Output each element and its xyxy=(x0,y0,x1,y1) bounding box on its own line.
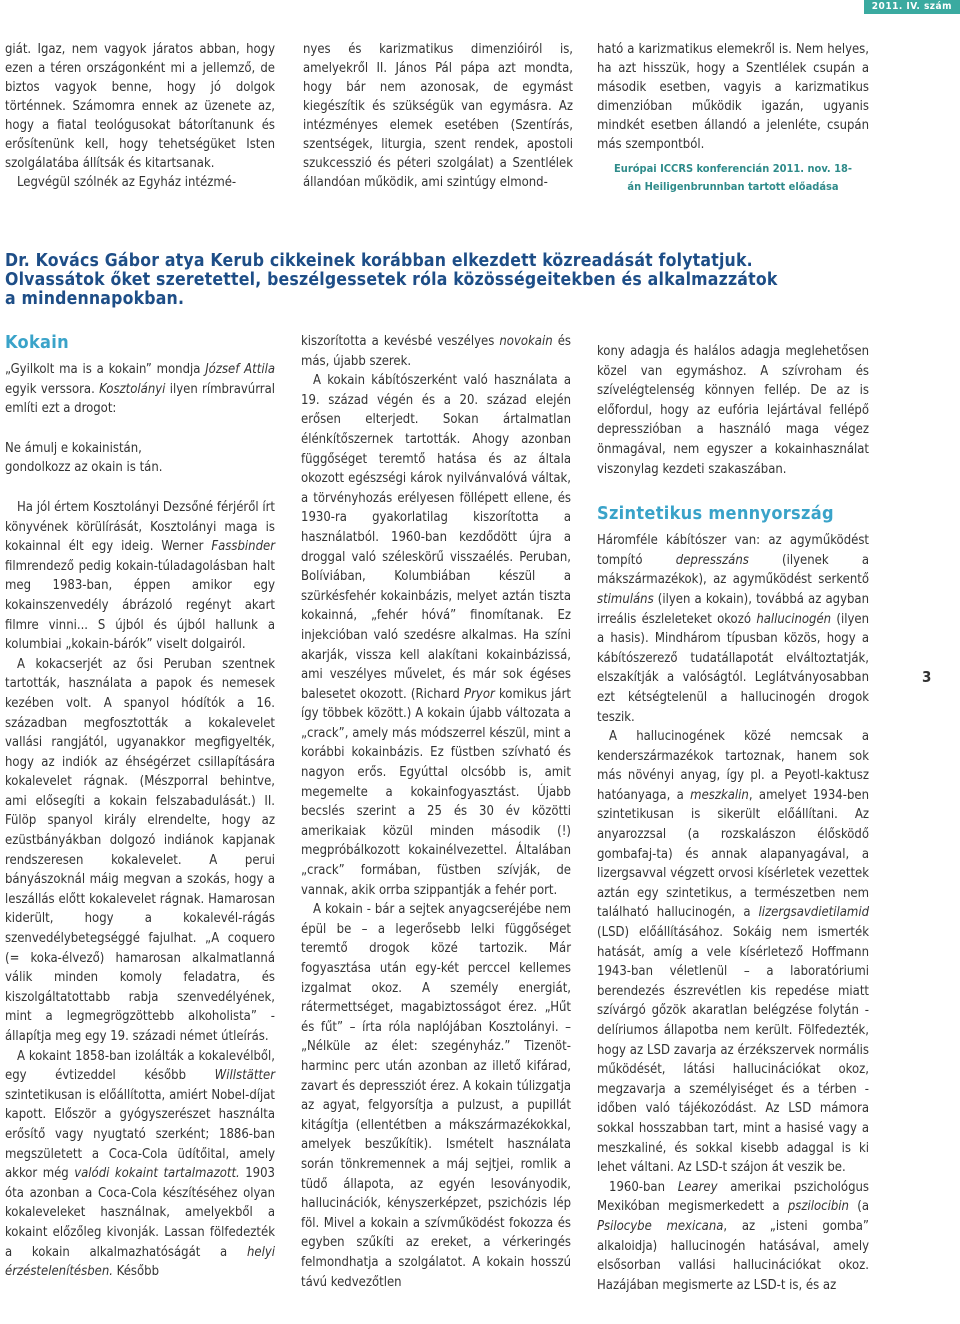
author-credit xyxy=(597,160,869,196)
top-column-3 xyxy=(597,40,869,196)
paragraph: nyes és karizmatikus dimenzióiról is, amelyekről II. János Pál pápa azt mondta, hogy bár nem azonosak, de egymást kiegészítik és szükségük van egymásra. Az intézményes elemek esetében (Szentírás, szentségek, liturgia, szent rendek, apostoli szukcesszió és péteri szolgálat) a Szentlélek állandóan működik, ami szintúgy elmond- xyxy=(303,42,573,190)
paragraph: Ha jól értem Kosztolányi Dezsőné férjéről írt könyvének körülírását, Kosztolányi maga is kokainnal élt egy ideig. Werner Fassbinder filmrendező pedig kokain-túladagolásban halt meg 1983-ban, éppen amikor egy kokainszenvedély ábrázoló regényt akart filmre vinni... S újból és újból hallunk a kolumbiai „kokain-bárók” viselt dolgairól. xyxy=(5,499,275,653)
issue-tag: 2011. IV. szám xyxy=(864,0,960,14)
page-number: 3 xyxy=(922,668,932,686)
article-column-1 xyxy=(5,332,275,1282)
section-title-szintetikus: Szintetikus mennyország xyxy=(597,503,834,525)
top-column-2 xyxy=(303,40,573,192)
paragraph: A kokain - bár a sejtek anyagcseréjébe nem épül be – a legerősebb lelki függőséget teremtő drogok közé tartozik. Már fogyasztása után egy-két perccel kellemes izgalmat okoz. A személy energiát, rátermettséget, magabiztosságot érez. „Hűt és fűt” – írta róla naplójában Kosztolányi. – „Nélküle az élet: szegényház.” Tizenöt-harminc perc után azonban az illető kifárad, zavart és depressziót érez. A kokain túlizgatja az agyat, felgyorsítja a pulzust, a pupillát kitágítja (ellentétben a mákszármazékokkal, amelyek beszűkítik). Ismételt használata során tönkremennek a máj sejtjei, romlik a tüdő állapota, az egyén lesoványodik, hallucinációk, kényszerképzet, pszichózis lép föl. Mivel a kokain a szívműködést fokozza és egyben szűkíti az ereket, a vérkeringés felmondhatja a szolgálatot. A kokain hosszú távú kedvezőtlen xyxy=(301,902,571,1290)
paragraph: ható a karizmatikus elemekről is. Nem helyes, ha azt hisszük, hogy a Szentlélek csupán a második esetben, vagyis a karizmatikus dimenzióban működik igazán, ugyanis mindkét esetben állandó a jelenléte, csupán más szempontból. xyxy=(597,42,869,152)
paragraph: A hallucinogének közé nemcsak a kenderszármazékok tartoznak, hanem sok más növényi anyag, így pl. a Peyotl-kaktusz hatóanyaga, a meszkalin, amelyet 1934-ben szintetikusan is sikerült előállítani. Az anyarozzsal (a rozskalászon élősködő gombafaj-ta) és annak alapanyagával, a lizergsavval végzett orvosi kísérletek vezettek aztán egy szintetikus, a természetben nem található hallucinogén, a lizergsavdietilamid (LSD) előállításához. Sokáig nem ismerték hatását, amíg a vele kísérletező Hoffmann 1943-ban véletlenül – a laboratóriumi berendezés észrevétlen kis repedése miatt szívárgó gőzök akaratlan belégzése folytán - delíriumos állapotba nem került. Fölfedezték, hogy az LSD zavarja az érzékszervek normális működését, látási hallucinációkat okoz, megzavarja a személyiséget és a térben - időben való tájékozódást. Az LSD mámora sokkal hosszabban tart, mint a hasisé vagy a meszkaliné, és sokkal kisebb adaggal is ki lehet váltani. Az LSD-t szájon át veszik be. xyxy=(597,729,869,1176)
paragraph: A kokain kábítószerként való használata a 19. század végén és a 20. század elején erősen elterjedt. Sokan ártalmatlan élénkítőszernek tartották. Ahogy azonban függőséget teremtő hatása és az általa okozott egészségi károk nyilvánvalóvá váltak, a törvényhozás erélyesen föllépett ellene, és 1930-ra gyakorlatilag kiszorította a használatból. 1960-ban kezdődött újra a droggal való széleskörű visszaélés. Peruban, Bolíviában, Kolumbiában készül a szürkésfehér kokainbázis, melyet aztán tiszta kokainná, „fehér hóvá” finomítanak. Ez injekcióban való szedésre alkalmas. Ha színi akarják, vissza kell alakítani kokainbázissá, ami veszélyes művelet, és már sok égéses balesetet okozott. (Richard Pryor komikus járt így többek között.) A kokain újabb változata a „crack”, amely más módszerrel készül, mint a korábbi kokainbázis. Ez füstben szívható és nagyon erős. Egyúttal olcsóbb is, amit megemelte a kokainfogyasztást. Újabb becslés szerint a 25 és 30 év közötti amerikaiak közül minden második (!) megpróbálkozott kokainélvezettel. Általában „crack” formában, füstben szívják, de vannak, akik orrba szippantják a fehér port. xyxy=(301,373,571,898)
paragraph: Legvégül szólnék az Egyház intézmé- xyxy=(17,175,237,190)
previous-article-ending xyxy=(0,40,960,220)
credit-line: án Heiligenbrunnban tartott előadása xyxy=(627,180,839,193)
paragraph: 1960-ban Learey amerikai pszichológus Mexikóban megismerkedett a pszilocibin (a Psilocybe mexicana, az „isteni gomba” alkaloidja) hallucinogén hatásával, amely elsősorban vallási hallucinációkat okoz. Hazájában megismerte az LSD-t is, és az xyxy=(597,1179,869,1293)
lead-line: Olvassátok őket szeretettel, beszélgessetek róla közösségeitekben és alkalmazzátok xyxy=(5,270,778,290)
top-column-1 xyxy=(5,40,275,192)
paragraph: A kokacserjét az ősi Peruban szentnek tartották, használata a papok és nemesek kezében volt. A spanyol hódítók a 16. században megfosztották a kokalevelet vallási rangjától, ugyanakkor megfigyelték, hogy az indiók az éhségérzet csillapítására kokalevelet rágnak. (Mészporral behintve, ami elősegíti a kokain felszabadulását.) II. Fülöp spanyol király elrendelte, hogy az ezüstbányákban dolgozó indiánok kapjanak rendszeresen kokalevelet. A perui bányászoknál máig megvan a szokás, hogy a leszállás előtt kokalevelet rágnak. Hamarosan kiderült, hogy a kokalevél-rágás szenvedélybetegséggé fajulhat. „A coquero (= koka-élvező) hamarosan alkalmatlanná válik minden komoly feladatra, és kiszolgáltatottabb rabja szenvedélyének, mint a legmegrögzöttebb alkoholista” - állapítja meg egy 19. századi német útleírás. xyxy=(5,656,275,1044)
poem-quote: Ne ámulj e kokainistán, gondolkozz az okain is tán. xyxy=(5,440,163,476)
paragraph: „Gyilkolt ma is a kokain” mondja József Attila egyik verssora. Kosztolányi ilyen rímbravúrral említi ezt a drogot: xyxy=(5,362,275,417)
paragraph: Háromféle kábítószer van: az agyműködést tompító depresszáns (ilyenek a mákszármazékok), az agyműködést serkentő stimuláns (ilyen a kokain), továbbá az agyban irreális észleleteket okozó hallucinogén (ilyen a hasis). Mindhárom típusban közös, hogy a kábítószerező tudatállapotát elváltoztatják, elszakítják a valóságtól. Leglátványosabban ezt kétségtelenül a hallucinogén drogok teszik. xyxy=(597,533,869,725)
paragraph: kiszorította a kevésbé veszélyes novokain és más, újabb szerek. xyxy=(301,334,571,369)
section-title-kokain: Kokain xyxy=(5,332,69,353)
lead-intro xyxy=(5,252,885,309)
article-column-2 xyxy=(301,332,571,1292)
lead-line: Dr. Kovács Gábor atya Kerub cikkeinek korábban elkezdett közreadását folytatjuk. xyxy=(5,251,753,271)
credit-line: Európai ICCRS konferencián 2011. nov. 18- xyxy=(614,162,852,175)
paragraph: A kokaint 1858-ban izolálták a kokalevélből, egy évtizeddel később Willstätter szintetikusan is előállította, amiért Nobel-díjat kapott. Először a gyógyszerészet használta erősítő vagy nyugtató szerként; 1886-ban megszületett a Coca-Cola üdítőital, amely akkor még valódi kokaint tartalmazott. 1903 óta azonban a Coca-Cola készítéséhez olyan kokaleveleket használnak, amelyekből a kokaint előzőleg kivonják. Lassan fölfedezték a kokain alkalmazhatóságát a helyi érzéstelenítésben. Később xyxy=(5,1048,275,1280)
lead-line: a mindennapokban. xyxy=(5,289,185,309)
paragraph: kony adagja és halálos adagja meglehetősen közel van egymáshoz. A szívroham és szívelégtelenség könnyen fellép. De az is előfordul, hogy az eufória lejártával fellépő depresszióban a használó maga végez önmagával, nem egyszer a kokainhasználat viszonylag kezdeti szakaszában. xyxy=(597,344,869,477)
article-column-3 xyxy=(597,342,869,1295)
paragraph: giát. Igaz, nem vagyok járatos abban, hogy ezen a téren országonként mi a jellemző, de biztos vagyok benne, hogy jó dolgok történnek. Számomra ennek az üzenete az, hogy a fiatal teológusokat bátorítanunk és erősítenünk kell, hogy tehetségüket Isten szolgálatába állítsák és kitartsanak. xyxy=(5,42,275,171)
